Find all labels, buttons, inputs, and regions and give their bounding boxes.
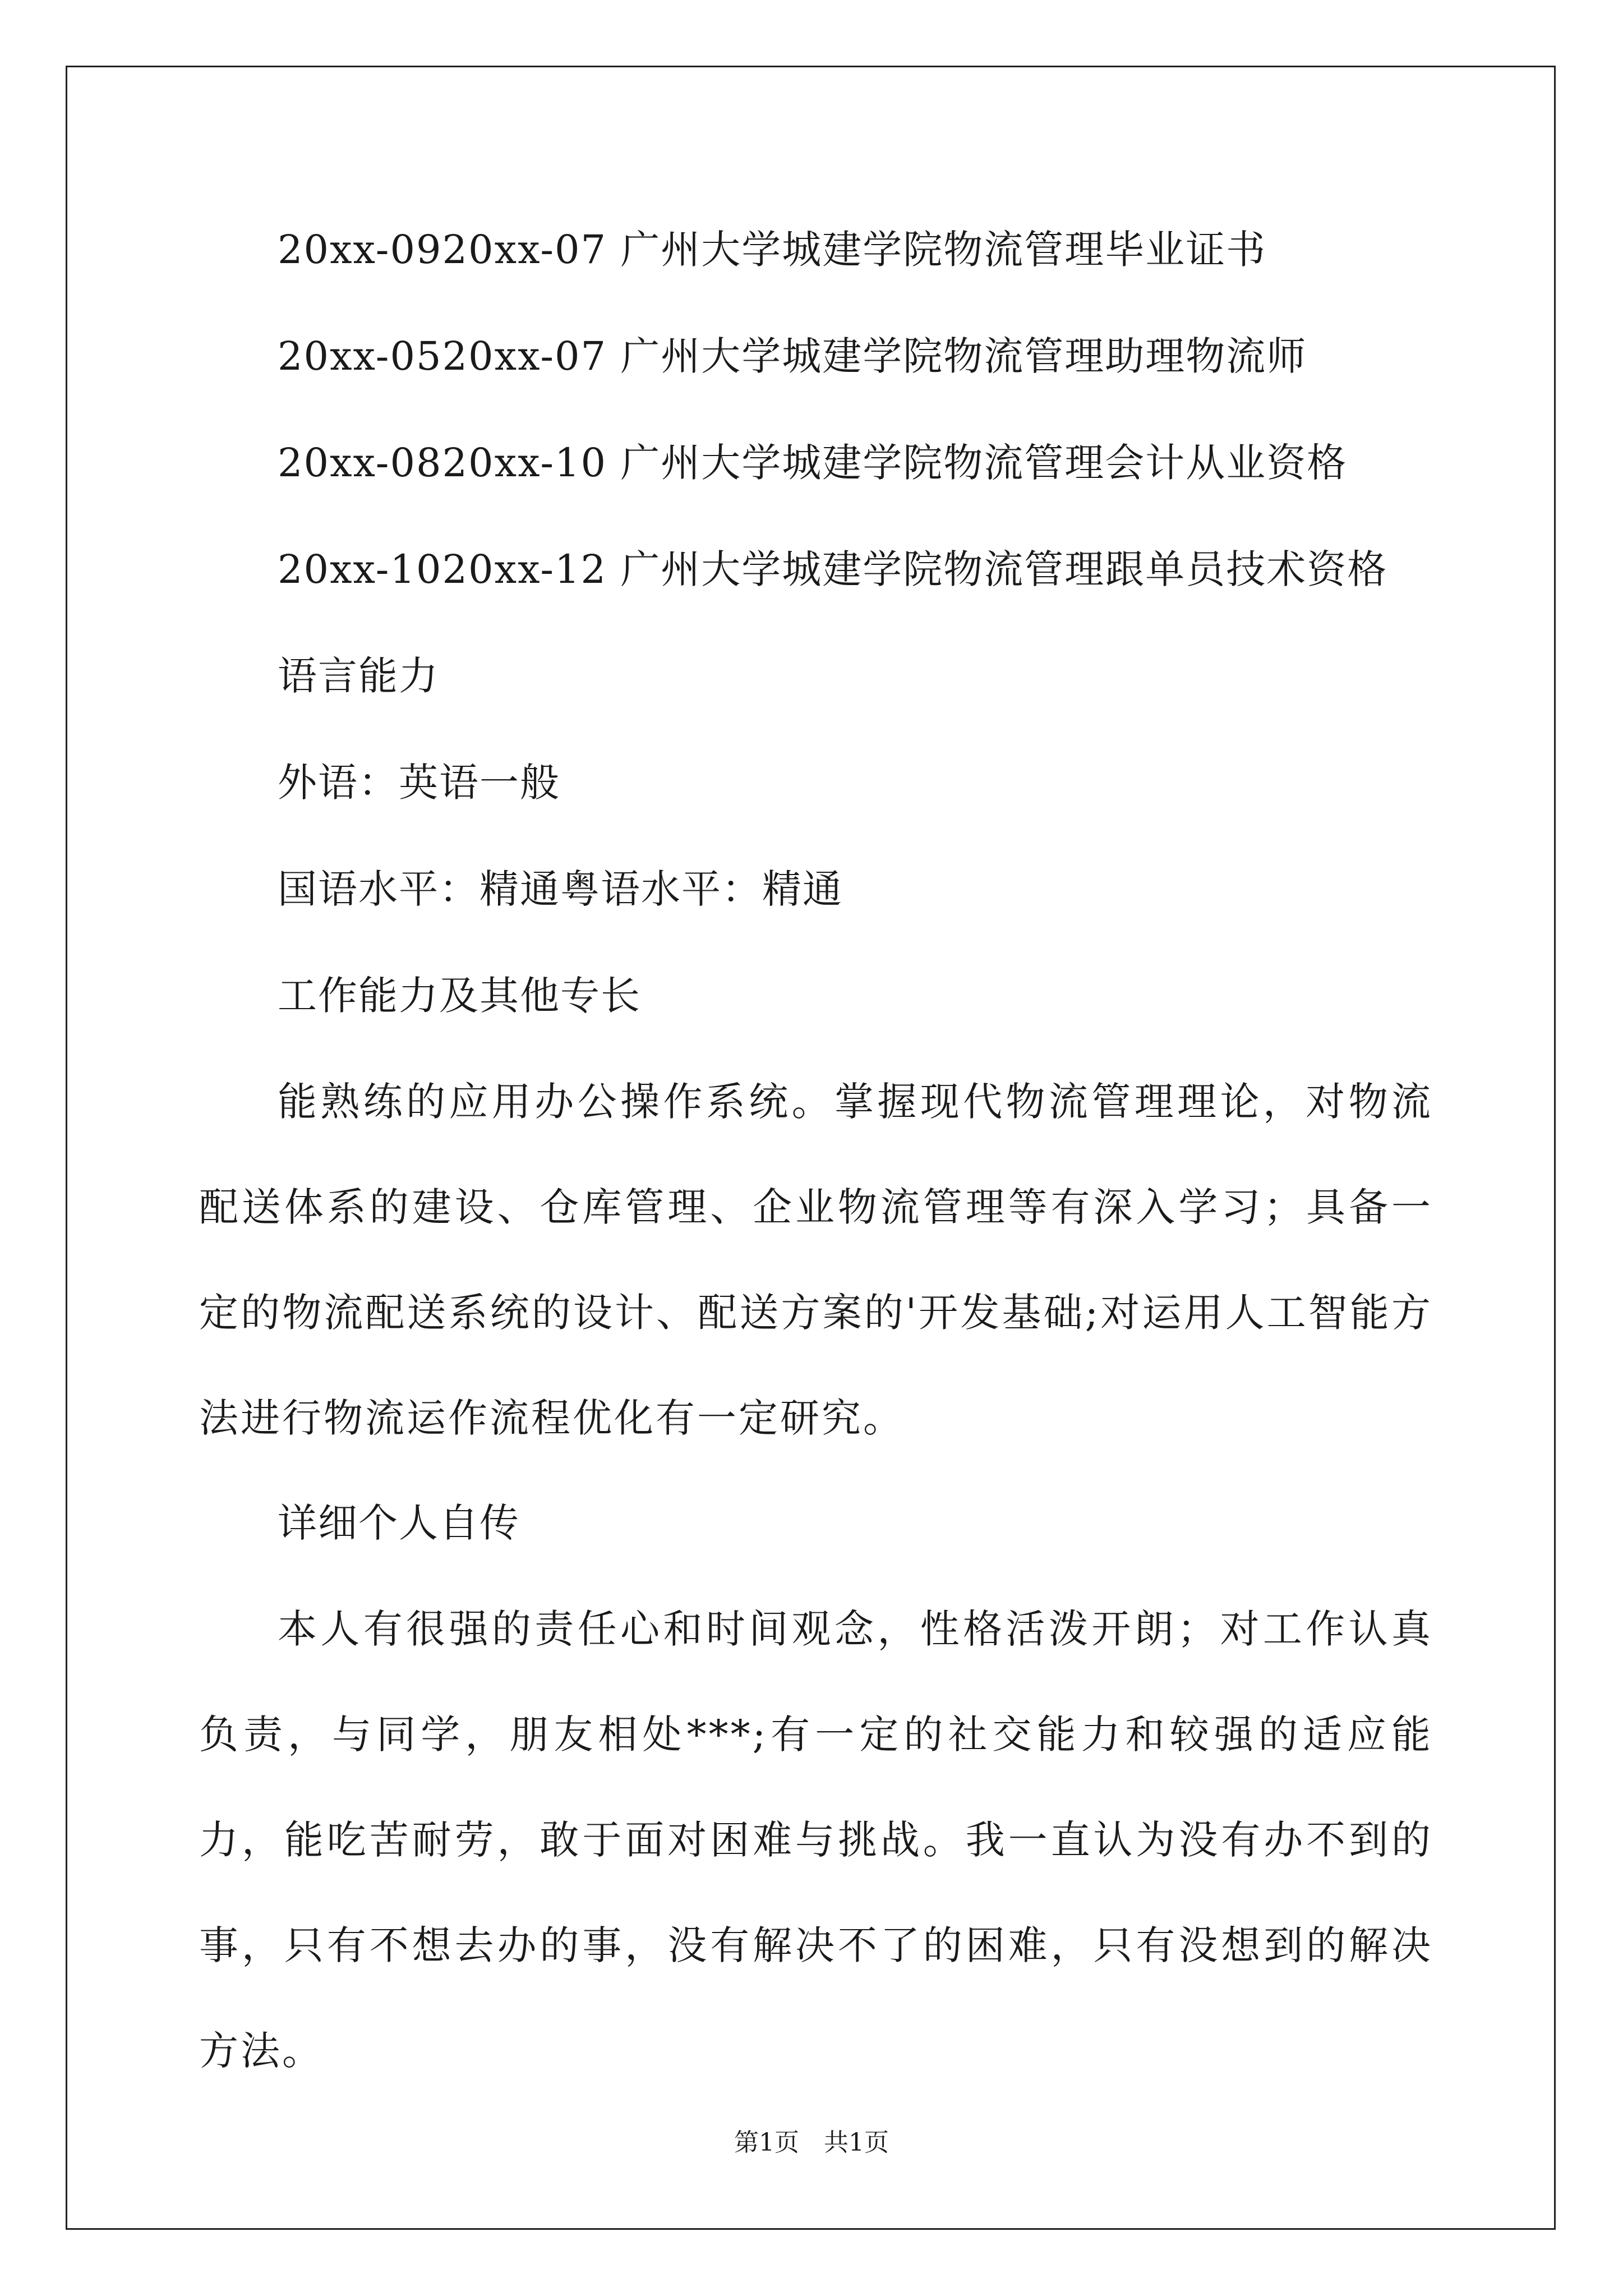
dialect-line: 国语水平：精通粤语水平：精通 [278,866,843,912]
foreign-language-line: 外语：英语一般 [278,760,560,806]
certificate-line: 20xx-0920xx-07 广州大学城建学院物流管理毕业证书 [278,227,1267,273]
section-heading-bio: 详细个人自传 [278,1500,520,1546]
certificate-line: 20xx-0520xx-07 广州大学城建学院物流管理助理物流师 [278,333,1307,379]
certificate-line: 20xx-0820xx-10 广州大学城建学院物流管理会计从业资格 [278,440,1348,486]
section-heading-language: 语言能力 [278,653,439,699]
section-heading-skills: 工作能力及其他专长 [278,973,641,1019]
bio-paragraph: 本人有很强的责任心和时间观念，性格活泼开朗；对工作认真负责，与同学，朋友相处***;有一定的社交能力和较强的适应能力，能吃苦耐劳，敢于面对困难与挑战。我一直认为没有办不到的事，只有不想去办的事，没有解决不了的困难，只有没想到的解决方法。 [199,1606,1433,2074]
certificate-line: 20xx-1020xx-12 广州大学城建学院物流管理跟单员技术资格 [278,546,1388,592]
page-number-footer: 第1页 共1页 [734,2128,889,2157]
skills-paragraph: 能熟练的应用办公操作系统。掌握现代物流管理理论，对物流配送体系的建设、仓库管理、企业物流管理等有深入学习；具备一定的物流配送系统的设计、配送方案的'开发基础;对运用人工智能方法进行物流运作流程优化有一定研究。 [199,1079,1433,1441]
